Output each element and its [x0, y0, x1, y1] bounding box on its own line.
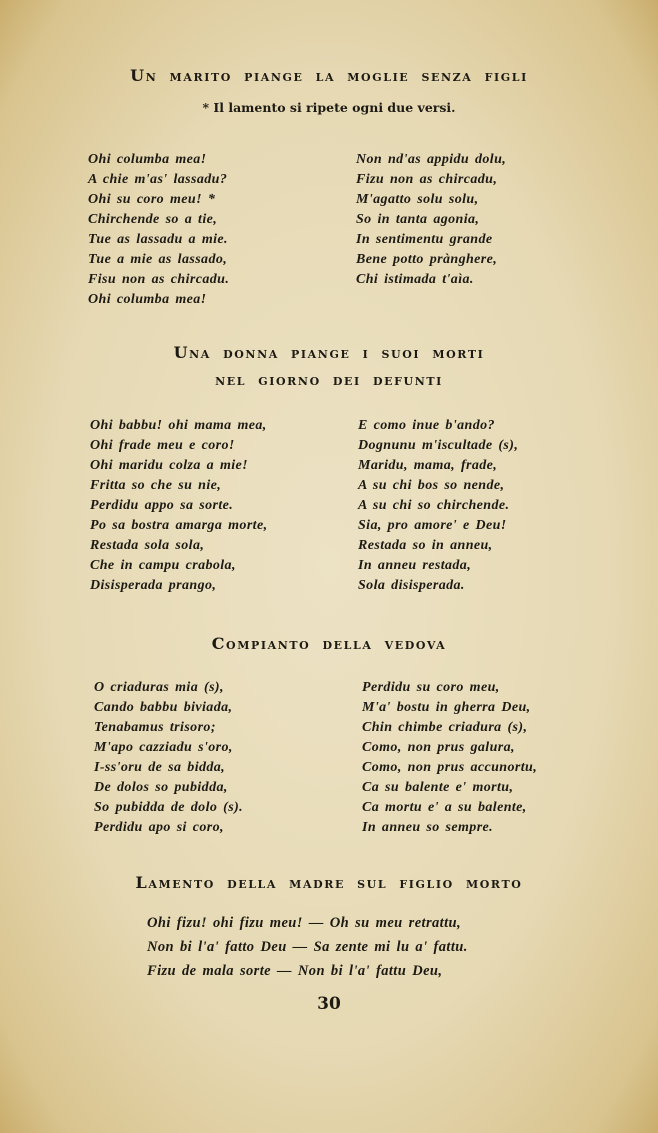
section-title: Una donna piange i suoi morti — [173, 343, 485, 362]
verse-line: Fizu non as chircadu, — [356, 172, 498, 187]
verse-line: M'agatto solu solu, — [356, 192, 479, 207]
verse-line: Ohi columba mea! — [88, 292, 207, 307]
verse-line: Chi istimada t'aìa. — [356, 272, 474, 287]
verse-line: M'apo cazziadu s'oro, — [94, 740, 233, 755]
verse-line: Cando babbu biviada, — [94, 700, 233, 715]
verse-line: Sia, pro amore' e Deu! — [358, 518, 507, 533]
verse-line: Non bi l'a' fatto Deu — Sa zente mi lu a' fattu. — [147, 939, 468, 955]
verse-line: In sentimentu grande — [356, 232, 493, 247]
verse-line: Dognunu m'iscultade (s), — [358, 438, 519, 453]
verse-line: Ohi maridu colza a mie! — [90, 458, 248, 473]
verse-line: Ohi frade meu e coro! — [90, 438, 235, 453]
verse-line: In anneu so sempre. — [362, 820, 494, 835]
section-title: Un marito piange la moglie senza figli — [130, 66, 528, 85]
verse-line: Fisu non as chircadu. — [88, 272, 230, 287]
verse-line: Perdidu apo si coro, — [94, 820, 224, 835]
verse-line: Tue as lassadu a mie. — [88, 232, 228, 247]
verse-line: Como, non prus galura, — [362, 740, 515, 755]
verse-line: Ohi babbu! ohi mama mea, — [90, 418, 267, 433]
verse-line: Po sa bostra amarga morte, — [90, 518, 268, 533]
verse-line: Che in campu crabola, — [90, 558, 236, 573]
verse-line: Bene potto prànghere, — [356, 252, 498, 267]
verse-line: Ohi columba mea! — [88, 152, 207, 167]
verse-line: In anneu restada, — [358, 558, 472, 573]
verse-line: Disisperada prango, — [90, 578, 217, 593]
verse-line: Maridu, mama, frade, — [358, 458, 498, 473]
verse-column-left — [147, 911, 468, 983]
verse-line: O criaduras mia (s), — [94, 680, 224, 695]
verse-line: Non nd'as appidu dolu, — [356, 152, 507, 167]
section-title: Lamento della madre sul figlio morto — [135, 873, 523, 892]
verse-line: De dolos so pubidda, — [94, 780, 228, 795]
verse-line: So in tanta agonia, — [356, 212, 480, 227]
verse-line: Ohi fizu! ohi fizu meu! — Oh su meu retrattu, — [147, 915, 461, 931]
verse-line: Como, non prus accunortu, — [362, 760, 538, 775]
verse-line: Perdidu su coro meu, — [362, 680, 500, 695]
verse-line: Ca mortu e' a su balente, — [362, 800, 527, 815]
verse-column-right — [358, 416, 518, 596]
verse-line: Sola disisperada. — [358, 578, 465, 593]
page-number: 30 — [317, 994, 341, 1014]
section-title: Compianto della vedova — [211, 634, 447, 653]
verse-line: Perdidu appo sa sorte. — [90, 498, 234, 513]
verse-line: A su chi bos so nende, — [358, 478, 505, 493]
verse-line: Chirchende so a tie, — [88, 212, 218, 227]
section-title: nel giorno dei defunti — [215, 370, 443, 389]
verse-line: Fritta so che su nie, — [90, 478, 222, 493]
verse-line: I-ss'oru de sa bidda, — [94, 760, 226, 775]
verse-line: Chin chimbe criadura (s), — [362, 720, 528, 735]
footnote: * Il lamento si ripete ogni due versi. — [202, 100, 456, 115]
verse-line: Restada sola sola, — [90, 538, 205, 553]
verse-line: A su chi so chirchende. — [358, 498, 510, 513]
verse-column-right — [362, 678, 537, 838]
verse-column-left — [88, 150, 229, 310]
verse-line: Restada so in anneu, — [358, 538, 493, 553]
verse-line: Tenabamus trisoro; — [94, 720, 216, 735]
verse-column-right — [356, 150, 506, 290]
verse-line: Ohi su coro meu! * — [88, 192, 216, 207]
verse-line: Ca su balente e' mortu, — [362, 780, 514, 795]
verse-column-left — [90, 416, 267, 596]
verse-line: E como inue b'ando? — [358, 418, 495, 433]
verse-line: Tue a mie as lassado, — [88, 252, 228, 267]
verse-line: So pubidda de dolo (s). — [94, 800, 244, 815]
verse-line: A chie m'as' lassadu? — [88, 172, 228, 187]
verse-line: M'a' bostu in gherra Deu, — [362, 700, 531, 715]
verse-line: Fizu de mala sorte — Non bi l'a' fattu Deu, — [147, 963, 443, 979]
verse-column-left — [94, 678, 243, 838]
